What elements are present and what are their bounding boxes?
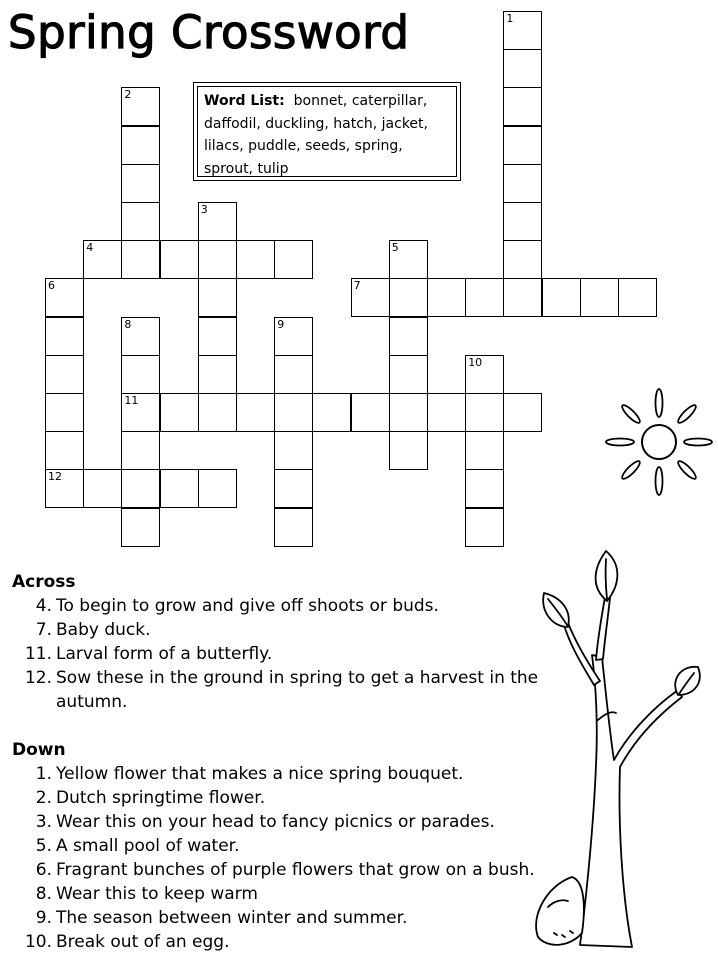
grid-cell[interactable] <box>160 393 199 432</box>
grid-cell[interactable] <box>198 355 237 394</box>
grid-cell[interactable] <box>465 469 504 508</box>
grid-cell[interactable] <box>274 431 313 470</box>
clue-number: 11. <box>24 644 52 664</box>
grid-cell[interactable] <box>274 240 313 279</box>
grid-cell[interactable] <box>121 164 160 203</box>
down-heading: Down <box>12 740 66 760</box>
grid-cell[interactable] <box>45 469 84 508</box>
grid-cell[interactable] <box>121 126 160 165</box>
grid-cell[interactable] <box>465 393 504 432</box>
grid-cell[interactable] <box>389 317 428 356</box>
grid-cell[interactable] <box>236 393 275 432</box>
down-clue <box>12 786 552 810</box>
across-clue <box>12 594 552 618</box>
grid-cell[interactable] <box>121 355 160 394</box>
clue-number-label: 9 <box>277 317 285 331</box>
grid-cell[interactable] <box>198 317 237 356</box>
grid-cell[interactable] <box>160 240 199 279</box>
down-clue <box>12 858 552 882</box>
clue-number: 2. <box>35 788 52 808</box>
grid-cell[interactable] <box>618 278 657 317</box>
clue-number: 8. <box>35 884 52 904</box>
grid-cell[interactable] <box>121 469 160 508</box>
clue-text: Sow these in the ground in spring to get a harvest in the autumn. <box>56 668 539 712</box>
grid-cell[interactable] <box>351 278 390 317</box>
grid-cell[interactable] <box>503 278 542 317</box>
grid-cell[interactable] <box>121 317 160 356</box>
grid-cell[interactable] <box>83 240 122 279</box>
grid-cell[interactable] <box>351 393 390 432</box>
clue-text: Wear this to keep warm <box>56 884 258 904</box>
word-list-box <box>193 82 461 181</box>
word-list-label: Word List: <box>204 93 285 109</box>
down-clue <box>12 906 552 930</box>
grid-cell[interactable] <box>198 469 237 508</box>
clue-text: Baby duck. <box>56 620 151 640</box>
clue-number: 3. <box>35 812 52 832</box>
grid-cell[interactable] <box>45 355 84 394</box>
clue-number: 6. <box>35 860 52 880</box>
clue-number-label: 8 <box>124 317 132 331</box>
grid-cell[interactable] <box>389 240 428 279</box>
grid-cell[interactable] <box>121 508 160 547</box>
clue-number-label: 11 <box>124 394 139 407</box>
grid-cell[interactable] <box>503 49 542 88</box>
word-list-line-2: daffodil, duckling, hatch, jacket, <box>204 115 428 132</box>
clue-text: To begin to grow and give off shoots or buds. <box>56 596 439 616</box>
tree-icon <box>510 545 718 955</box>
grid-cell[interactable] <box>121 240 160 279</box>
grid-cell[interactable] <box>503 11 542 50</box>
down-clues <box>12 738 552 954</box>
clue-number: 4. <box>35 596 52 616</box>
grid-cell[interactable] <box>236 240 275 279</box>
grid-cell[interactable] <box>121 393 160 432</box>
grid-cell[interactable] <box>503 240 542 279</box>
grid-cell[interactable] <box>389 278 428 317</box>
grid-cell[interactable] <box>121 87 160 126</box>
clue-number-label: 4 <box>86 241 94 255</box>
grid-cell[interactable] <box>45 278 84 317</box>
clue-number: 9. <box>35 908 52 928</box>
grid-cell[interactable] <box>389 355 428 394</box>
grid-cell[interactable] <box>121 202 160 241</box>
clue-text: A small pool of water. <box>56 836 240 856</box>
grid-cell[interactable] <box>389 431 428 470</box>
page-title: Spring Crossword <box>8 6 410 59</box>
grid-cell[interactable] <box>465 278 504 317</box>
grid-cell[interactable] <box>503 202 542 241</box>
down-clue <box>12 882 552 906</box>
grid-cell[interactable] <box>465 431 504 470</box>
across-heading: Across <box>12 572 76 592</box>
clue-number-label: 3 <box>200 203 208 216</box>
sun-icon <box>600 385 718 505</box>
clue-number-label: 2 <box>124 88 132 102</box>
grid-cell[interactable] <box>160 469 199 508</box>
clue-number: 5. <box>35 836 52 856</box>
clue-text: Yellow flower that makes a nice spring bouquet. <box>56 764 464 784</box>
word-list-line-4: sprout, tulip <box>204 160 289 177</box>
grid-cell[interactable] <box>121 431 160 470</box>
clue-number: 7. <box>35 620 52 640</box>
grid-cell[interactable] <box>198 202 237 241</box>
grid-cell[interactable] <box>427 278 466 317</box>
clue-text: Larval form of a butterfly. <box>56 644 273 664</box>
down-clue <box>12 834 552 858</box>
clue-number-label: 10 <box>468 355 483 369</box>
grid-cell[interactable] <box>503 393 542 432</box>
clue-number-label: 7 <box>353 279 361 293</box>
across-clue <box>12 666 552 714</box>
clue-number-label: 1 <box>506 12 514 25</box>
grid-cell[interactable] <box>274 508 313 547</box>
clue-number: 1. <box>35 764 52 784</box>
clue-text: Wear this on your head to fancy picnics or parades. <box>56 812 495 832</box>
grid-cell[interactable] <box>198 278 237 317</box>
grid-cell[interactable] <box>312 393 351 432</box>
grid-cell[interactable] <box>83 469 122 508</box>
grid-cell[interactable] <box>45 393 84 432</box>
clue-number-label: 5 <box>391 241 399 255</box>
clue-text: Break out of an egg. <box>56 932 230 952</box>
across-clue <box>12 618 552 642</box>
grid-cell[interactable] <box>45 431 84 470</box>
grid-cell[interactable] <box>580 278 619 317</box>
grid-cell[interactable] <box>427 393 466 432</box>
grid-cell[interactable] <box>503 87 542 126</box>
clue-number-label: 12 <box>48 470 62 484</box>
grid-cell[interactable] <box>45 317 84 356</box>
down-clue <box>12 810 552 834</box>
grid-cell[interactable] <box>198 393 237 432</box>
grid-cell[interactable] <box>503 164 542 203</box>
grid-cell[interactable] <box>274 393 313 432</box>
word-list-text-1: bonnet, caterpillar, <box>293 93 428 109</box>
grid-cell[interactable] <box>389 393 428 432</box>
clue-text: The season between winter and summer. <box>56 908 408 928</box>
clue-number: 12. <box>24 668 52 688</box>
down-clue <box>12 930 552 954</box>
clue-number-label: 6 <box>48 279 55 293</box>
word-list-line-1 <box>204 90 456 113</box>
word-list-line-3: lilacs, puddle, seeds, spring, <box>204 138 403 154</box>
grid-cell[interactable] <box>198 240 237 279</box>
grid-cell[interactable] <box>274 355 313 394</box>
clue-number: 10. <box>24 932 52 952</box>
clue-text: Dutch springtime flower. <box>56 788 266 808</box>
grid-cell[interactable] <box>274 469 313 508</box>
grid-cell[interactable] <box>274 317 313 356</box>
down-clue <box>12 762 552 786</box>
grid-cell[interactable] <box>542 278 581 317</box>
grid-cell[interactable] <box>465 355 504 394</box>
across-clue <box>12 642 552 666</box>
grid-cell[interactable] <box>503 126 542 165</box>
grid-cell[interactable] <box>465 508 504 547</box>
clue-text: Fragrant bunches of purple flowers that grow on a bush. <box>56 860 535 880</box>
across-clues <box>12 570 552 714</box>
